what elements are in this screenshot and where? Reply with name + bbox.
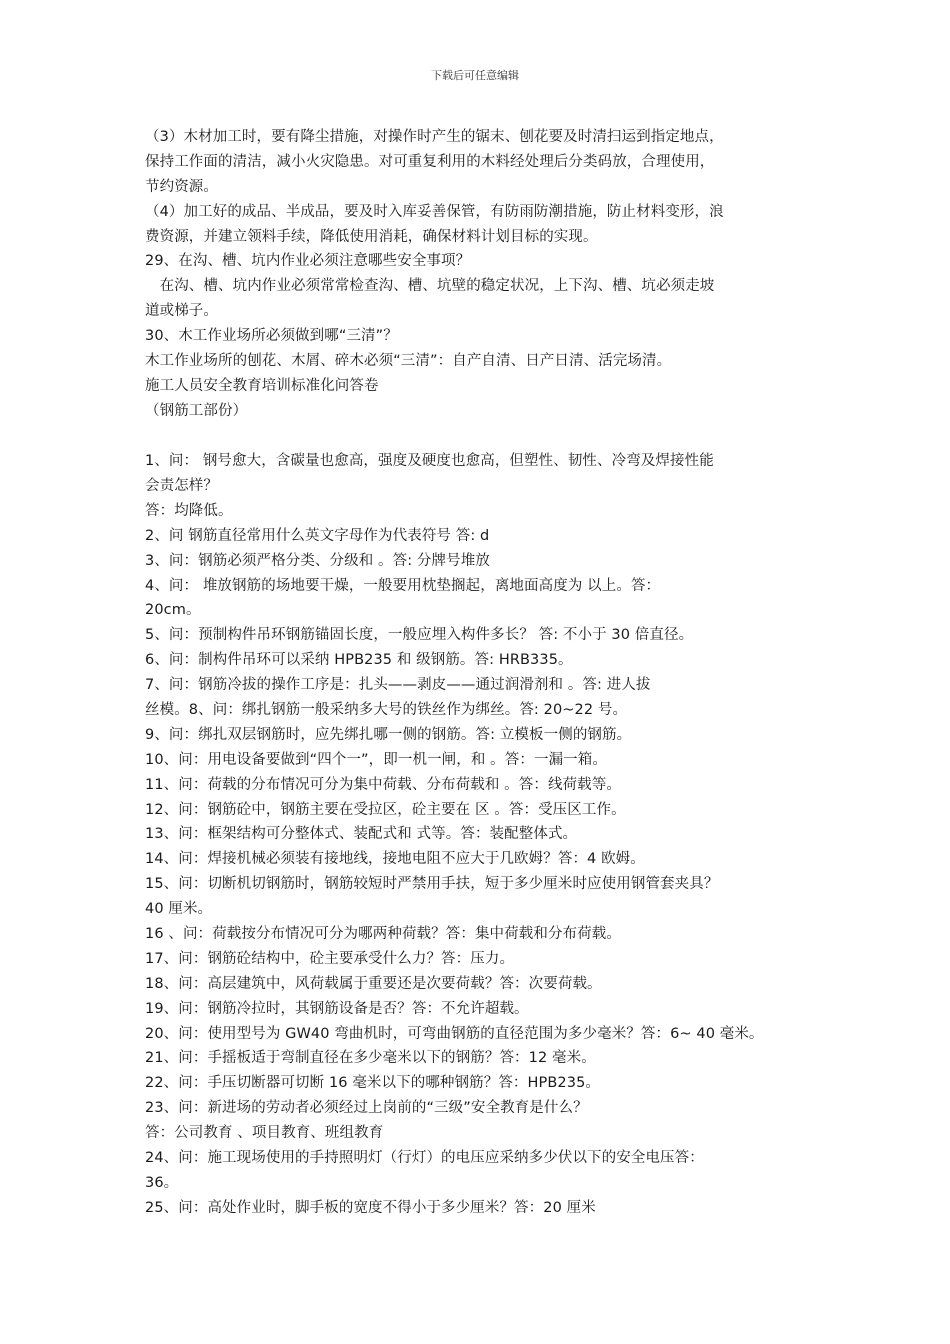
text-line: （4）加工好的成品、半成品，要及时入库妥善保管，有防雨防潮措施，防止材料变形，浪 (145, 203, 724, 220)
qa-line: 36。 (145, 1174, 179, 1191)
qa-line: 答：均降低。 (145, 502, 233, 519)
qa-line: 18、问：高层建筑中，风荷载属于重要还是次要荷载？答：次要荷载。 (145, 975, 602, 992)
qa-line: 6、问：制构件吊环可以采纳 HPB235 和 级钢筋。答: HRB335。 (145, 652, 573, 669)
qa-line: 23、问：新进场的劳动者必须经过上岗前的“三级”安全教育是什么？ (145, 1100, 588, 1117)
text-line: 费资源，并建立领料手续，降低使用消耗，确保材料计划目标的实现。 (145, 228, 598, 245)
text-line: 节约资源。 (145, 178, 218, 195)
qa-line: 7、问：钢筋冷拔的操作工序是：扎头——剥皮——通过润滑剂和 。答: 进人拔 (145, 677, 651, 694)
qa-line: 13、问：框架结构可分整体式、装配式和 式等。答：装配整体式。 (145, 826, 578, 843)
question-29: 29、在沟、槽、坑内作业必须注意哪些安全事项？ (145, 253, 471, 270)
qa-line: 5、问：预制构件吊环钢筋锚固长度，一般应埋入构件多长？ 答: 不小于 30 倍直径。 (145, 627, 694, 644)
qa-line: 丝模。8、问：绑扎钢筋一般采纳多大号的铁丝作为绑丝。答: 20~22 号。 (145, 701, 628, 718)
qa-line: 24、问：施工现场使用的手持照明灯（行灯）的电压应采纳多少伏以下的安全电压答： (145, 1150, 704, 1167)
section-title: 施工人员安全教育培训标准化问答卷 (145, 377, 379, 394)
page-header: 下载后可任意编辑 (431, 69, 519, 82)
qa-line: 会责怎样？ (145, 477, 218, 494)
text-line: 道或梯子。 (145, 303, 218, 320)
qa-line: 12、问：钢筋砼中，钢筋主要在受拉区，砼主要在 区 。答：受压区工作。 (145, 801, 626, 818)
qa-line: 1、问： 钢号愈大，含碳量也愈高，强度及硬度也愈高，但塑性、韧性、冷弯及焊接性能 (145, 453, 714, 470)
qa-line: 20cm。 (145, 602, 201, 619)
qa-line: 9、问：绑扎双层钢筋时，应先绑扎哪一侧的钢筋。答: 立模板一侧的钢筋。 (145, 726, 632, 743)
qa-line: 40 厘米。 (145, 901, 213, 918)
document-body (145, 125, 825, 1221)
qa-line: 答：公司教育 、项目教育、班组教育 (145, 1125, 384, 1142)
spacer (145, 424, 825, 449)
qa-line: 19、问：钢筋冷拉时，其钢筋设备是否？答：不允许超载。 (145, 1000, 529, 1017)
qa-line: 16 、问：荷载按分布情况可分为哪两种荷载？答：集中荷载和分布荷载。 (145, 926, 621, 942)
text-line: 在沟、槽、坑内作业必须常常检查沟、槽、坑壁的稳定状况，上下沟、槽、坑必须走坡 (145, 278, 715, 295)
text-line: （3）木材加工时，要有降尘措施，对操作时产生的锯末、刨花要及时清扫运到指定地点， (145, 129, 724, 145)
qa-line: 17、问：钢筋砼结构中，砼主要承受什么力？答：压力。 (145, 950, 515, 967)
qa-line: 14、问：焊接机械必须装有接地线，接地电阻不应大于几欧姆？答：4 欧姆。 (145, 851, 645, 868)
text-line: 保持工作面的清洁，减小火灾隐患。对可重复利用的木料经处理后分类码放，合理使用， (145, 153, 715, 170)
qa-line: 2、问 钢筋直径常用什么英文字母作为代表符号 答: d (145, 527, 490, 544)
qa-line: 21、问：手摇板适于弯制直径在多少毫米以下的钢筋？答：12 毫米。 (145, 1050, 596, 1067)
qa-line: 20、问：使用型号为 GW40 弯曲机时，可弯曲钢筋的直径范围为多少毫米？答：6~ 40 毫米。 (145, 1025, 764, 1042)
section-subtitle: （钢筋工部份） (145, 402, 248, 419)
qa-line: 15、问：切断机切钢筋时，钢筋较短时严禁用手扶，短于多少厘米时应使用钢管套夹具？ (145, 876, 719, 893)
question-30: 30、木工作业场所必须做到哪“三清”？ (145, 328, 398, 345)
qa-line: 10、问：用电设备要做到“四个一”，即一机一闸，和 。答：一漏一箱。 (145, 751, 607, 768)
qa-line: 22、问：手压切断器可切断 16 毫米以下的哪种钢筋？答：HPB235。 (145, 1075, 600, 1092)
qa-line: 25、问：高处作业时，脚手板的宽度不得小于多少厘米？答：20 厘米 (145, 1199, 596, 1216)
qa-line: 3、问：钢筋必须严格分类、分级和 。答: 分牌号堆放 (145, 552, 490, 569)
qa-line: 4、问： 堆放钢筋的场地要干燥，一般要用枕垫搁起，离地面高度为 以上。答： (145, 577, 661, 594)
text-line: 木工作业场所的刨花、木屑、碎木必须“三清”：自产自清、日产日清、活完场清。 (145, 353, 672, 370)
qa-line: 11、问：荷载的分布情况可分为集中荷载、分布荷载和 。答：线荷载等。 (145, 776, 621, 793)
